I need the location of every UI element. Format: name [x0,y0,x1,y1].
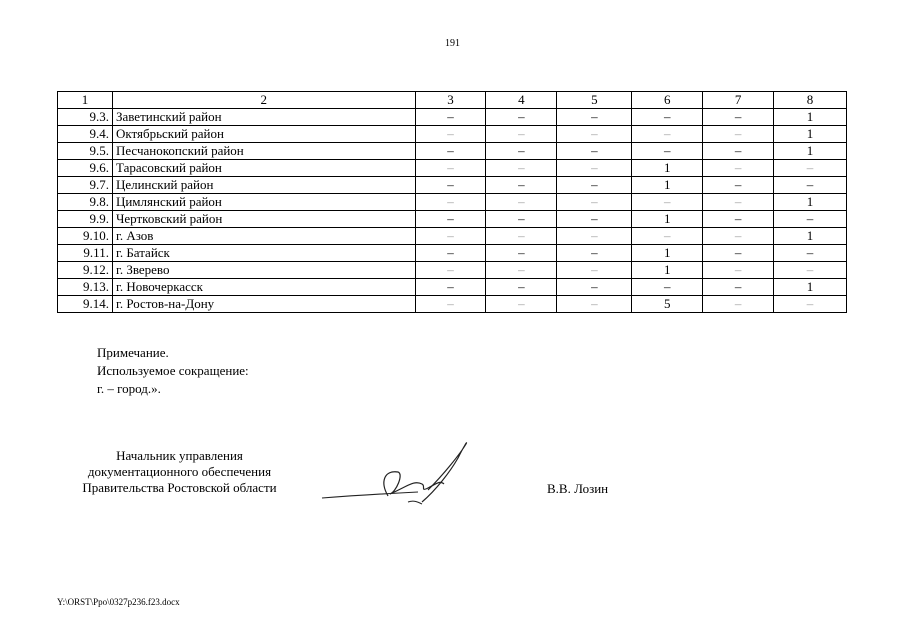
row-value-cell: – [557,296,632,313]
row-number: 9.3. [58,109,113,126]
row-value-cell: – [486,109,557,126]
row-value-cell: 1 [774,279,847,296]
row-value-cell: – [486,296,557,313]
row-value-cell: – [632,126,703,143]
row-value-cell: – [632,228,703,245]
column-header: 4 [486,92,557,109]
table-header-row [58,92,847,109]
row-value-cell: 1 [632,177,703,194]
table-row [58,279,847,296]
row-value-cell: – [415,296,486,313]
row-value-cell: – [557,211,632,228]
row-number: 9.8. [58,194,113,211]
row-value-cell: – [557,160,632,177]
column-header: 8 [774,92,847,109]
row-name: Целинский район [112,177,415,194]
signatory-title-line: документационного обеспечения [87,464,272,479]
row-number: 9.12. [58,262,113,279]
row-value-cell: 1 [774,126,847,143]
page-number: 191 [445,38,460,49]
row-value-cell: – [703,160,774,177]
signatory-title [57,448,302,496]
row-value-cell: – [415,211,486,228]
row-value-cell: – [703,109,774,126]
table-row [58,143,847,160]
row-value-cell: 1 [774,228,847,245]
row-value-cell: – [486,126,557,143]
row-value-cell: – [774,262,847,279]
row-value-cell: – [415,262,486,279]
row-value-cell: – [703,296,774,313]
table-row [58,228,847,245]
row-value-cell: 1 [632,245,703,262]
row-value-cell: – [415,109,486,126]
row-value-cell: – [703,279,774,296]
row-value-cell: 1 [632,211,703,228]
column-header: 7 [703,92,774,109]
row-value-cell: 1 [632,160,703,177]
row-value-cell: – [703,245,774,262]
row-value-cell: – [774,211,847,228]
row-value-cell: – [703,194,774,211]
row-value-cell: – [557,194,632,211]
column-header: 5 [557,92,632,109]
table-row [58,245,847,262]
row-name: г. Батайск [112,245,415,262]
row-value-cell: – [415,228,486,245]
table-row [58,262,847,279]
handwritten-signature [318,440,478,510]
note [97,344,249,398]
row-value-cell: – [703,262,774,279]
signatory-title-line: Правительства Ростовской области [82,480,277,495]
row-value-cell: – [703,177,774,194]
row-value-cell: – [774,160,847,177]
row-value-cell: – [557,228,632,245]
row-value-cell: – [774,245,847,262]
note-abbreviation: г. – город.». [97,381,161,396]
signatory-title-line: Начальник управления [116,448,243,463]
row-name: Заветинский район [112,109,415,126]
row-value-cell: – [415,160,486,177]
column-header: 6 [632,92,703,109]
data-table [57,91,847,313]
row-value-cell: 5 [632,296,703,313]
row-value-cell: – [703,211,774,228]
row-name: г. Ростов-на-Дону [112,296,415,313]
row-number: 9.13. [58,279,113,296]
row-value-cell: – [415,194,486,211]
row-number: 9.6. [58,160,113,177]
row-name: Чертковский район [112,211,415,228]
row-value-cell: – [486,262,557,279]
row-name: г. Новочеркасск [112,279,415,296]
table-row [58,109,847,126]
row-value-cell: – [703,143,774,160]
row-value-cell: – [486,160,557,177]
row-value-cell: – [557,126,632,143]
row-value-cell: – [632,143,703,160]
row-value-cell: – [415,126,486,143]
table-row [58,160,847,177]
row-value-cell: – [486,228,557,245]
row-value-cell: – [415,143,486,160]
row-value-cell: – [557,245,632,262]
row-name: Октябрьский район [112,126,415,143]
row-value-cell: – [557,279,632,296]
row-number: 9.14. [58,296,113,313]
row-value-cell: – [557,262,632,279]
row-name: Песчанокопский район [112,143,415,160]
row-value-cell: – [703,126,774,143]
row-name: г. Азов [112,228,415,245]
table-row [58,194,847,211]
row-value-cell: – [486,279,557,296]
column-header: 3 [415,92,486,109]
row-value-cell: – [486,143,557,160]
table-row [58,126,847,143]
column-header: 2 [112,92,415,109]
row-name: г. Зверево [112,262,415,279]
row-value-cell: 1 [774,143,847,160]
row-name: Тарасовский район [112,160,415,177]
table-row [58,296,847,313]
row-value-cell: 1 [774,194,847,211]
row-value-cell: – [632,194,703,211]
row-value-cell: – [557,177,632,194]
row-number: 9.7. [58,177,113,194]
row-value-cell: – [774,296,847,313]
note-abbreviation-heading: Используемое сокращение: [97,363,249,378]
row-value-cell: – [415,245,486,262]
row-value-cell: – [415,279,486,296]
table-body [58,109,847,313]
row-value-cell: 1 [632,262,703,279]
table-row [58,177,847,194]
note-title: Примечание. [97,345,169,360]
row-number: 9.4. [58,126,113,143]
row-value-cell: – [703,228,774,245]
row-value-cell: – [557,109,632,126]
row-number: 9.11. [58,245,113,262]
row-number: 9.9. [58,211,113,228]
row-number: 9.10. [58,228,113,245]
row-value-cell: – [486,177,557,194]
row-value-cell: – [486,194,557,211]
row-value-cell: – [557,143,632,160]
file-path-footer: Y:\ORST\Ppo\0327p236.f23.docx [57,597,180,607]
row-value-cell: – [632,109,703,126]
row-value-cell: – [486,245,557,262]
row-value-cell: 1 [774,109,847,126]
table-row [58,211,847,228]
row-value-cell: – [415,177,486,194]
row-value-cell: – [632,279,703,296]
row-number: 9.5. [58,143,113,160]
row-name: Цимлянский район [112,194,415,211]
column-header: 1 [58,92,113,109]
row-value-cell: – [774,177,847,194]
row-value-cell: – [486,211,557,228]
signatory-name: В.В. Лозин [547,481,609,496]
